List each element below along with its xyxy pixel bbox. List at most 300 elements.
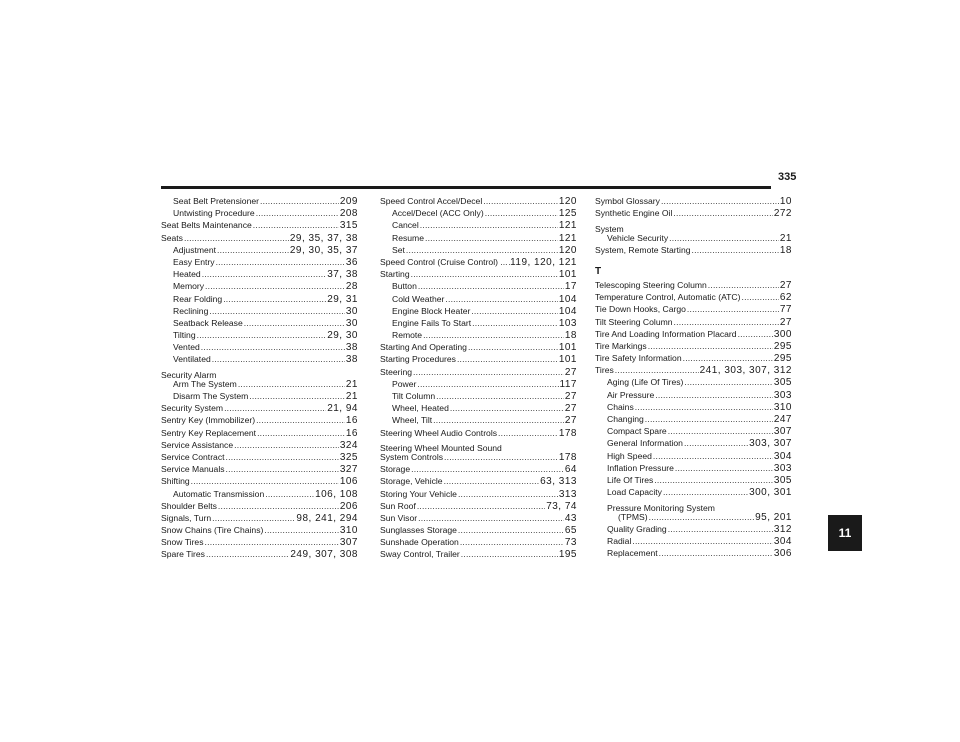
dot-leader <box>742 291 779 303</box>
index-entry-label: Load Capacity <box>607 487 662 498</box>
index-entry <box>161 427 358 439</box>
index-entry <box>380 317 577 329</box>
dot-leader <box>253 219 339 231</box>
index-entry <box>380 390 577 402</box>
index-entry-label: Starting <box>380 269 410 280</box>
index-entry-pages: 104 <box>558 305 577 317</box>
index-entry-pages: 121 <box>558 220 577 232</box>
index-entry <box>595 462 792 474</box>
index-entry <box>380 475 577 487</box>
dot-leader <box>212 353 345 365</box>
index-entry <box>380 195 577 207</box>
index-entry-label: Steering <box>380 366 413 377</box>
index-entry-pages: 63, 313 <box>540 476 577 488</box>
index-entry-pages: 307 <box>773 426 792 438</box>
index-entry <box>161 256 358 268</box>
index-entry-pages: 303 <box>773 389 792 401</box>
dot-leader <box>445 293 557 305</box>
index-entry <box>595 195 792 207</box>
index-entry-pages: 16 <box>345 427 358 439</box>
index-entry <box>161 536 358 548</box>
page-number: 335 <box>778 171 797 183</box>
index-entry-label: Telescoping Steering Column <box>595 279 707 290</box>
index-entry-pages: 117 <box>559 378 577 390</box>
dot-leader <box>205 280 345 292</box>
dot-leader <box>265 488 314 500</box>
index-entry <box>595 340 792 352</box>
index-entry-label: Tilting <box>173 330 196 341</box>
index-entry-label: Remote <box>392 330 423 341</box>
dot-leader <box>683 352 773 364</box>
index-entry-label: High Speed <box>607 450 652 461</box>
dot-leader <box>738 328 773 340</box>
index-entry <box>161 232 358 244</box>
index-entry <box>380 463 577 475</box>
index-entry-pages: 313 <box>558 488 577 500</box>
index-entry-pages: 178 <box>558 451 577 463</box>
index-entry-label: Sun Roof <box>380 500 416 511</box>
index-entry-label: Seat Belts Maintenance <box>161 220 252 231</box>
index-entry <box>161 475 358 487</box>
index-entry-pages: 21, 94 <box>327 403 358 415</box>
dot-leader <box>648 340 773 352</box>
index-entry-label: Shifting <box>161 476 190 487</box>
index-entry-pages: 95, 201 <box>755 511 792 523</box>
index-entry-label: Wheel, Tilt <box>392 415 433 426</box>
index-entry <box>161 366 358 378</box>
index-entry-label: Steering Wheel Mounted Sound <box>380 442 502 453</box>
index-entry-label: Inflation Pressure <box>607 462 674 473</box>
index-entry-pages: 300 <box>773 328 792 340</box>
index-entry-pages: 300, 301 <box>749 487 792 499</box>
index-entry-label: Disarm The System <box>173 391 249 401</box>
dot-leader <box>217 244 289 256</box>
index-entry-label: Storage <box>380 464 411 475</box>
dot-leader <box>425 232 558 244</box>
index-entry-label: Signals, Turn <box>161 512 212 523</box>
index-entry-pages: 21 <box>345 378 358 390</box>
index-entry-pages: 73, 74 <box>546 500 577 512</box>
index-entry-label: System, Remote Starting <box>595 244 691 255</box>
index-entry-pages: 98, 241, 294 <box>296 512 358 524</box>
index-entry-label: System Controls <box>380 451 444 462</box>
index-entry <box>595 291 792 303</box>
index-entry-pages: 28 <box>345 281 358 293</box>
index-entry-label: Storing Your Vehicle <box>380 488 457 499</box>
index-entry-pages: 101 <box>558 269 577 281</box>
dot-leader <box>684 376 772 388</box>
index-entry-label: Engine Block Heater <box>392 305 471 316</box>
dot-leader <box>205 536 339 548</box>
dot-leader <box>457 353 558 365</box>
index-entry-label: Service Manuals <box>161 464 225 475</box>
index-entry <box>380 378 577 390</box>
index-entry <box>595 303 792 315</box>
dot-leader <box>458 488 558 500</box>
index-entry-pages: 315 <box>339 220 358 232</box>
index-entry-label: Air Pressure <box>607 389 655 400</box>
index-entry-label: Engine Fails To Start <box>392 317 472 328</box>
dot-leader <box>411 268 558 280</box>
index-column-2 <box>380 195 577 561</box>
dot-leader <box>418 512 564 524</box>
index-entry-pages: 310 <box>339 525 358 537</box>
index-entry-label: Quality Grading <box>607 523 667 534</box>
dot-leader <box>684 437 748 449</box>
index-entry <box>380 439 577 451</box>
dot-leader <box>256 414 345 426</box>
index-column-3 <box>595 195 792 559</box>
index-entry-label: Heated <box>173 269 201 280</box>
index-entry-pages: 310 <box>773 401 792 413</box>
index-entry <box>380 451 577 463</box>
dot-leader <box>206 548 289 560</box>
index-entry-label: Aging (Life Of Tires) <box>607 377 684 388</box>
index-entry-pages: 21 <box>345 391 358 402</box>
index-entry-label: Wheel, Heated <box>392 403 449 414</box>
index-entry-label: Changing <box>607 414 644 424</box>
index-entry-pages: 29, 30 <box>327 330 358 342</box>
index-entry-pages: 36 <box>345 256 358 268</box>
index-entry-pages: 30 <box>345 305 358 317</box>
index-entry-pages: 27 <box>564 391 577 402</box>
index-entry-pages: 18 <box>779 244 792 256</box>
index-entry <box>380 427 577 439</box>
index-entry-label: Tilt Column <box>392 391 436 401</box>
index-entry <box>595 364 792 376</box>
index-entry-label: Snow Chains (Tire Chains) <box>161 525 264 536</box>
index-entry-label: Untwisting Procedure <box>173 208 255 219</box>
index-entry <box>161 244 358 256</box>
dot-leader <box>708 279 779 291</box>
dot-leader <box>413 366 564 378</box>
header-rule <box>161 186 771 189</box>
index-entry <box>161 378 358 390</box>
index-column-1 <box>161 195 358 561</box>
index-entry-label: System <box>595 223 624 234</box>
index-entry <box>161 341 358 353</box>
dot-leader <box>653 450 773 462</box>
index-entry-label: Seatback Release <box>173 317 243 328</box>
dot-leader <box>632 535 772 547</box>
index-entry <box>380 341 577 353</box>
dot-leader <box>197 329 327 341</box>
dot-leader <box>485 207 558 219</box>
index-entry <box>595 244 792 256</box>
dot-leader <box>234 439 339 451</box>
index-entry-label: Power <box>392 378 417 389</box>
index-entry-pages: 27 <box>564 403 577 415</box>
index-entry <box>380 366 577 378</box>
index-entry-pages: 27 <box>564 415 577 427</box>
index-entry <box>161 402 358 414</box>
index-entry-pages: 178 <box>558 427 577 439</box>
index-entry-pages: 62 <box>779 292 792 304</box>
index-entry <box>161 293 358 305</box>
dot-leader <box>458 524 564 536</box>
index-entry-label: Chains <box>607 401 634 412</box>
dot-leader <box>406 244 558 256</box>
dot-leader <box>498 427 558 439</box>
index-entry-label: Speed Control (Cruise Control) ... <box>380 256 508 267</box>
dot-leader <box>223 293 326 305</box>
index-entry <box>595 389 792 401</box>
dot-leader <box>238 378 345 390</box>
dot-leader <box>659 547 773 559</box>
index-entry <box>380 268 577 280</box>
index-entry-label: Sentry Key Replacement <box>161 427 257 438</box>
index-entry-label: Shoulder Belts <box>161 500 217 511</box>
dot-leader <box>444 451 558 463</box>
index-entry-label: Cancel <box>392 220 419 231</box>
dot-leader <box>244 317 345 329</box>
dot-leader <box>212 512 295 524</box>
index-entry <box>595 523 792 535</box>
index-entry-pages: 195 <box>558 549 577 561</box>
dot-leader <box>436 390 564 402</box>
index-entry-pages: 17 <box>564 281 577 293</box>
index-entry-pages: 303 <box>773 462 792 474</box>
index-entry <box>161 353 358 365</box>
index-entry <box>595 450 792 462</box>
index-entry <box>380 232 577 244</box>
dot-leader <box>460 536 564 548</box>
dot-leader <box>663 486 748 498</box>
index-entry <box>161 463 358 475</box>
index-entry-pages: 303, 307 <box>749 438 792 450</box>
index-entry-pages: 120 <box>558 196 577 207</box>
index-entry <box>380 244 577 256</box>
index-entry-pages: 73 <box>564 537 577 549</box>
index-entry <box>161 439 358 451</box>
dot-leader <box>417 500 545 512</box>
index-entry-label: Tire Safety Information <box>595 353 682 364</box>
dot-leader <box>202 268 326 280</box>
index-entry-pages: 16 <box>345 415 358 427</box>
index-entry-label: Starting And Operating <box>380 342 467 353</box>
index-entry <box>161 548 358 560</box>
dot-leader <box>468 341 558 353</box>
index-entry-label: Spare Tires <box>161 549 205 560</box>
dot-leader <box>655 389 773 401</box>
index-entry-pages: 43 <box>564 512 577 524</box>
index-entry-pages: 249, 307, 308 <box>290 549 358 561</box>
dot-leader <box>668 425 773 437</box>
index-entry-pages: 38 <box>345 354 358 366</box>
index-entry-pages: 209 <box>339 196 358 207</box>
dot-leader <box>260 195 339 207</box>
index-entry-pages: 64 <box>564 464 577 476</box>
dot-leader <box>411 463 564 475</box>
index-entry-pages: 324 <box>339 439 358 451</box>
index-entry-pages: 103 <box>558 317 577 329</box>
index-entry <box>161 512 358 524</box>
dot-leader <box>625 219 791 231</box>
index-entry <box>595 486 792 498</box>
dot-leader <box>669 232 779 244</box>
index-entry <box>380 488 577 500</box>
index-entry-pages: 295 <box>773 340 792 352</box>
dot-leader <box>264 524 338 536</box>
index-entry <box>380 548 577 560</box>
index-entry-label: Memory <box>173 281 205 292</box>
dot-leader <box>256 207 339 219</box>
dot-leader <box>692 244 779 256</box>
index-entry <box>595 437 792 449</box>
index-entry <box>161 280 358 292</box>
dot-leader <box>444 475 540 487</box>
index-entry <box>161 451 358 463</box>
index-entry-pages: 295 <box>773 353 792 365</box>
index-entry <box>161 219 358 231</box>
dot-leader <box>615 364 699 376</box>
index-entry-label: Sentry Key (Immobilizer) <box>161 415 256 426</box>
index-entry <box>380 293 577 305</box>
index-entry <box>380 414 577 426</box>
index-entry <box>595 413 792 425</box>
index-entry-pages: 206 <box>339 500 358 512</box>
index-entry-pages: 208 <box>339 208 358 220</box>
dot-leader <box>226 451 339 463</box>
index-entry-label: Ventilated <box>173 354 211 365</box>
dot-leader <box>645 413 773 425</box>
dot-leader <box>191 475 339 487</box>
index-entry <box>161 524 358 536</box>
index-entry-pages: 101 <box>558 342 577 354</box>
index-entry-pages: 247 <box>773 414 792 425</box>
index-entry-label: Set <box>392 244 405 255</box>
dot-leader <box>472 317 558 329</box>
dot-leader <box>418 280 564 292</box>
index-entry <box>380 536 577 548</box>
dot-leader <box>661 195 779 207</box>
index-entry-label: Sunglasses Storage <box>380 525 457 536</box>
dot-leader <box>509 256 510 268</box>
dot-leader <box>687 303 779 315</box>
index-entry <box>595 279 792 291</box>
index-entry-pages: 18 <box>564 330 577 342</box>
dot-leader <box>673 207 772 219</box>
index-entry <box>595 474 792 486</box>
index-entry-pages: 106, 108 <box>315 488 358 500</box>
index-entry-label: Tire Markings <box>595 340 647 351</box>
index-entry-label: General Information <box>607 438 683 449</box>
index-entry-label: Tire And Loading Information Placard <box>595 328 737 339</box>
index-entry-label: Steering Wheel Audio Controls <box>380 427 498 438</box>
dot-leader <box>649 511 755 523</box>
index-entry <box>595 219 792 234</box>
index-entry <box>161 488 358 500</box>
dot-leader <box>417 378 558 390</box>
index-entry-label: Synthetic Engine Oil <box>595 208 673 219</box>
dot-leader <box>216 256 345 268</box>
index-entry-label: Easy Entry <box>173 256 215 267</box>
index-entry-label: Sway Control, Trailer <box>380 549 460 560</box>
index-entry-pages: 305 <box>773 377 792 389</box>
dot-leader <box>423 329 564 341</box>
index-entry-label: Security Alarm <box>161 369 217 380</box>
index-entry-label: Sun Visor <box>380 512 418 523</box>
index-entry-label: Speed Control Accel/Decel <box>380 196 483 206</box>
dot-leader <box>218 500 339 512</box>
index-entry-pages: 327 <box>339 464 358 476</box>
index-entry <box>380 353 577 365</box>
dot-leader <box>716 498 791 510</box>
index-entry-label: Sunshade Operation <box>380 537 459 548</box>
index-entry <box>380 500 577 512</box>
index-entry-label: Seats <box>161 232 183 243</box>
index-entry-pages: 306 <box>773 548 792 560</box>
index-entry <box>595 498 792 513</box>
index-entry-pages: 121 <box>558 232 577 244</box>
index-entry <box>595 425 792 437</box>
index-entry-label: Replacement <box>607 548 658 559</box>
dot-leader <box>674 316 779 328</box>
index-entry-pages: 272 <box>773 208 792 220</box>
dot-leader <box>224 402 326 414</box>
index-entry-pages: 77 <box>779 304 792 316</box>
index-entry-pages: 120 <box>558 244 577 256</box>
index-entry-label: Service Assistance <box>161 439 234 450</box>
index-entry <box>161 390 358 402</box>
index-entry-label: Compact Spare <box>607 426 667 437</box>
index-entry-label: Vented <box>173 342 200 353</box>
index-entry <box>595 207 792 219</box>
index-entry-label: Temperature Control, Automatic (ATC) <box>595 292 741 303</box>
index-entry-pages: 37, 38 <box>327 269 358 281</box>
index-entry <box>380 524 577 536</box>
dot-leader <box>668 523 773 535</box>
chapter-tab: 11 <box>828 515 862 551</box>
index-entry-pages: 101 <box>558 354 577 366</box>
index-entry-label: Tilt Steering Column <box>595 316 673 327</box>
dot-leader <box>461 548 558 560</box>
index-entry <box>380 207 577 219</box>
index-entry-label: Adjustment <box>173 244 216 255</box>
index-entry <box>380 329 577 341</box>
index-entry-label: Service Contract <box>161 451 225 462</box>
dot-leader <box>226 463 339 475</box>
index-entry-pages: 125 <box>558 208 577 220</box>
index-entry <box>161 195 358 207</box>
index-entry-pages: 21 <box>779 232 792 244</box>
index-entry-label: Vehicle Security <box>607 232 669 243</box>
index-entry-label: Resume <box>392 232 424 243</box>
dot-leader <box>483 195 558 207</box>
dot-leader <box>420 219 558 231</box>
index-entry-label: Rear Folding <box>173 293 223 304</box>
dot-leader <box>217 366 357 378</box>
index-entry <box>595 376 792 388</box>
index-entry-pages: 304 <box>773 450 792 462</box>
index-entry <box>380 256 577 268</box>
index-entry <box>161 500 358 512</box>
index-entry <box>161 268 358 280</box>
index-entry <box>595 547 792 559</box>
index-entry <box>161 329 358 341</box>
index-entry-label: Starting Procedures <box>380 354 456 365</box>
dot-leader <box>503 439 576 451</box>
index-entry-pages: 29, 35, 37, 38 <box>289 232 358 244</box>
index-entry-label: Reclining <box>173 305 209 316</box>
index-entry-pages: 304 <box>773 535 792 547</box>
index-entry-pages: 119, 120, 121 <box>510 256 577 268</box>
index-entry-pages: 312 <box>773 523 792 535</box>
index-entry-pages: 27 <box>779 316 792 328</box>
index-entry-pages: 241, 303, 307, 312 <box>699 365 792 377</box>
index-entry-pages: 29, 31 <box>327 293 358 305</box>
index-entry <box>380 402 577 414</box>
